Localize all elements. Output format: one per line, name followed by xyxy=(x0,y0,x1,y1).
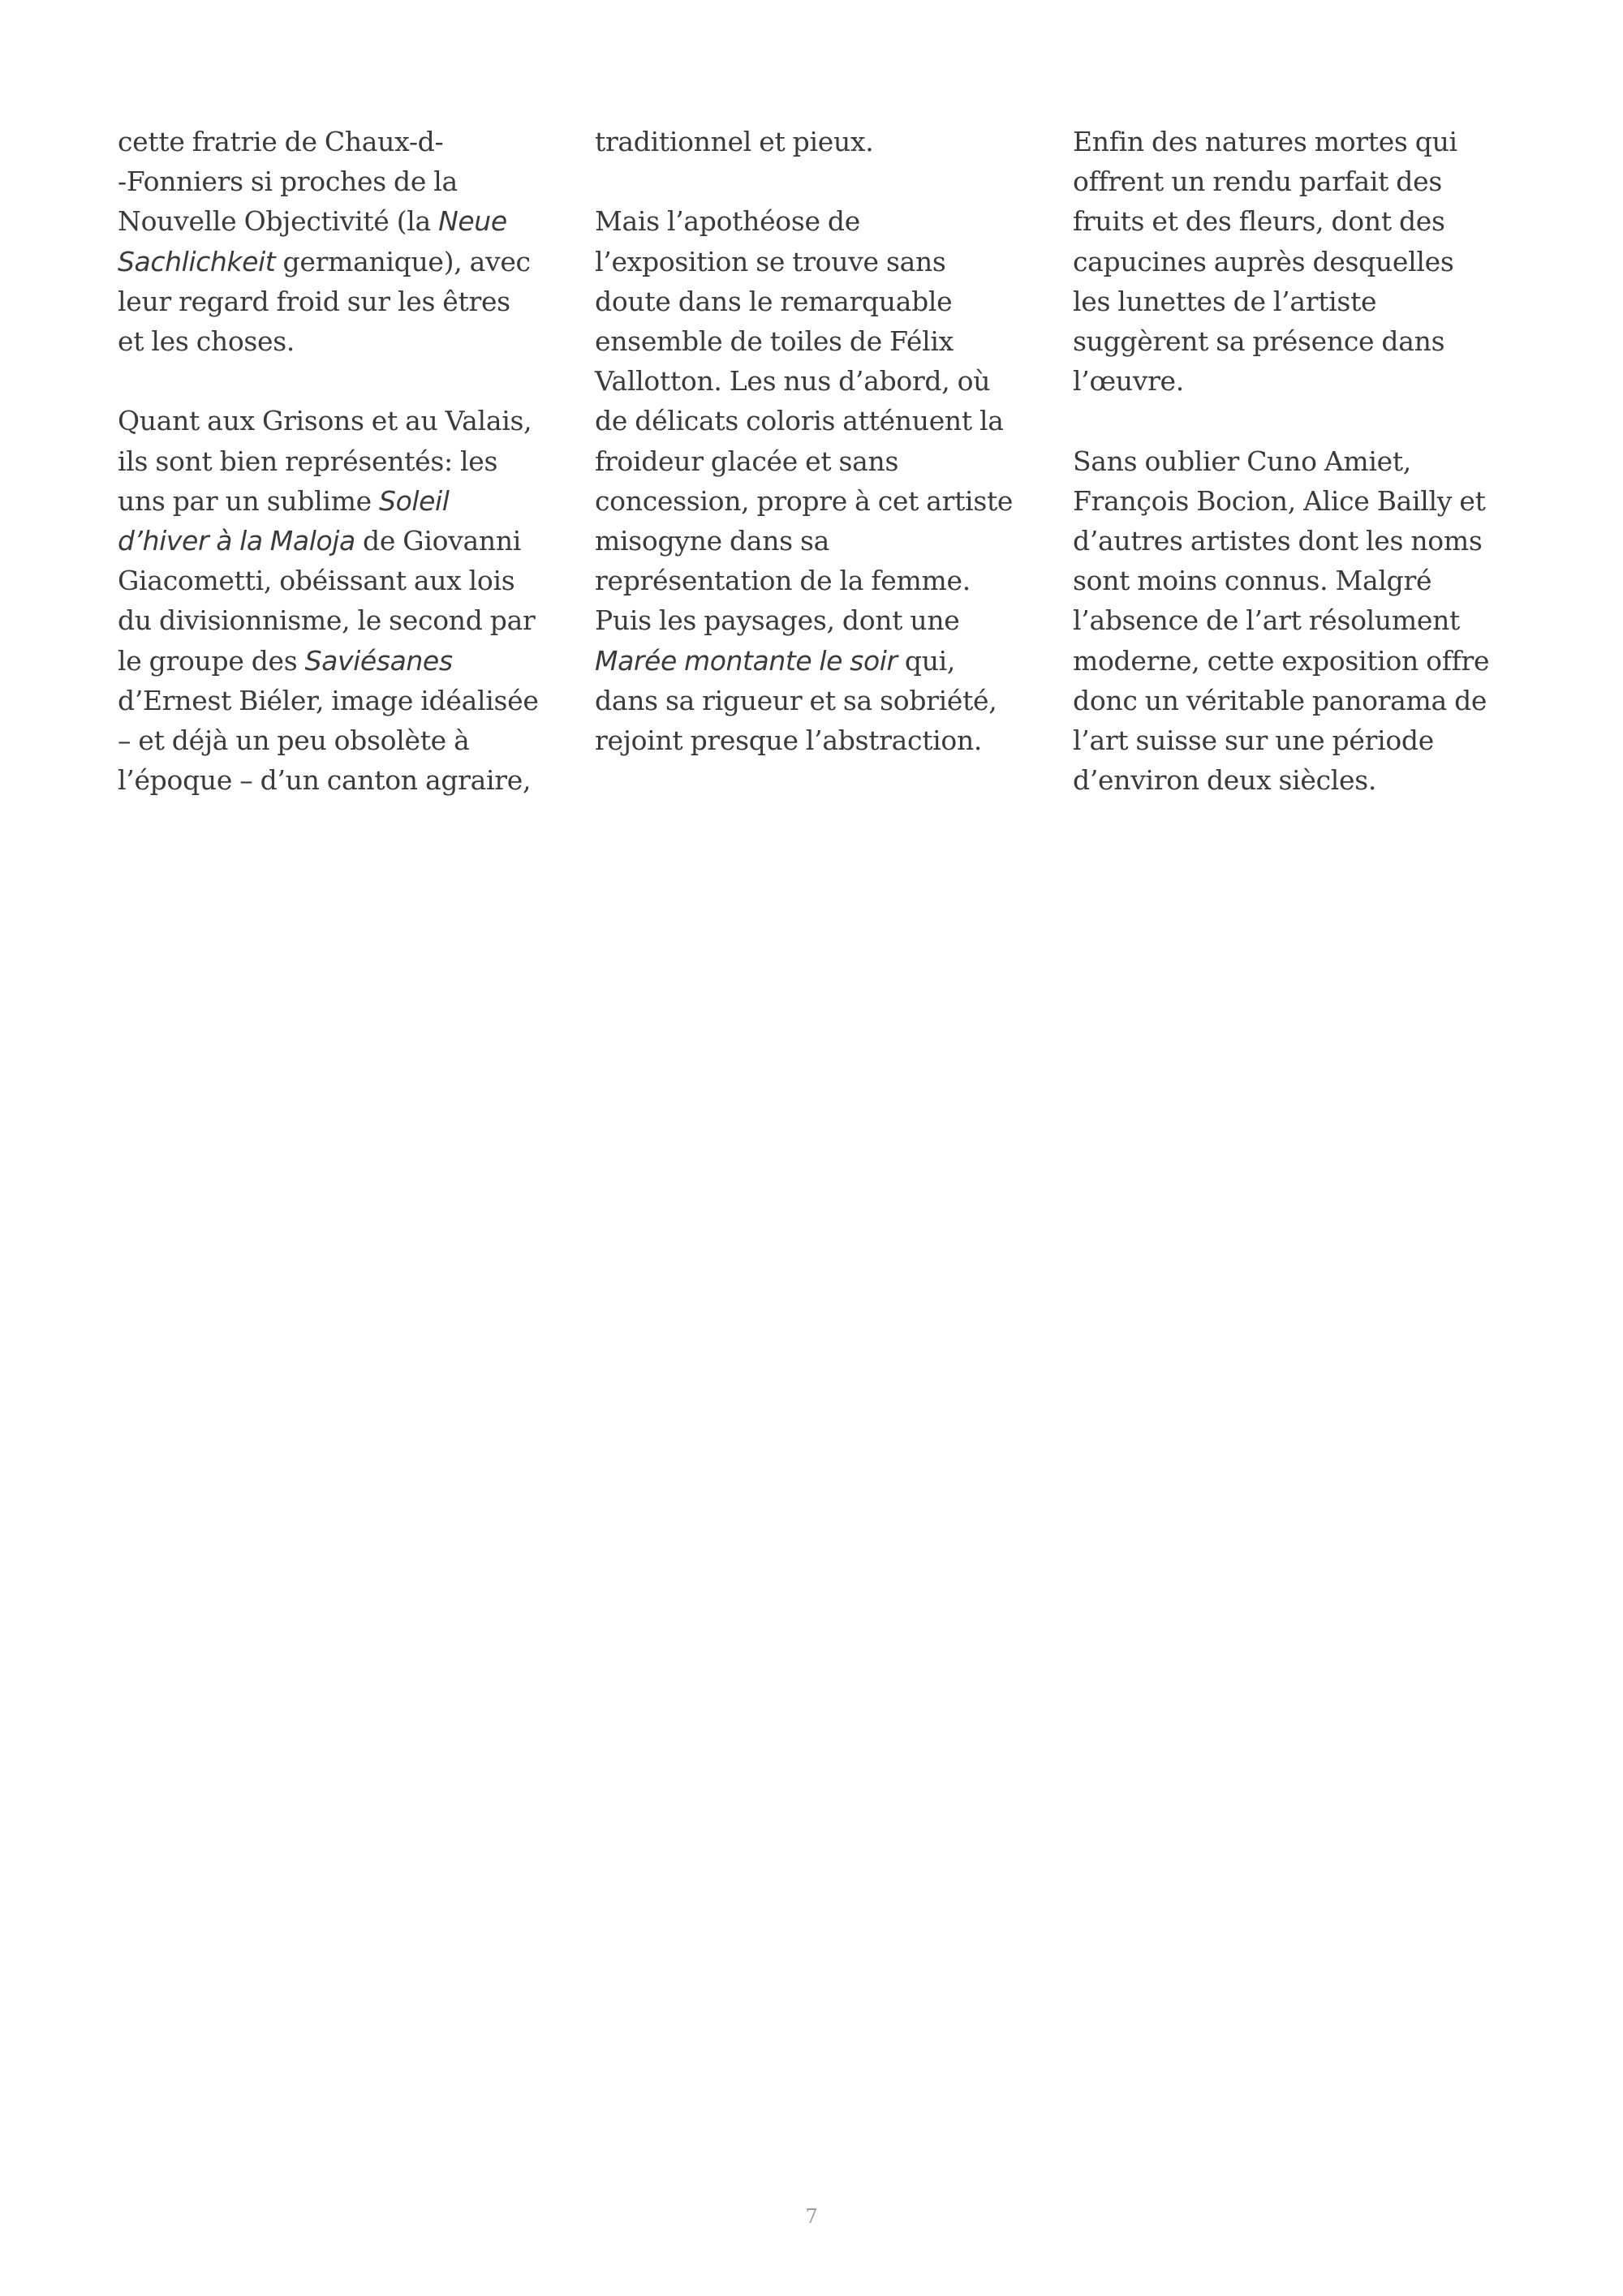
text-run: de délicats coloris atténuent la xyxy=(595,405,1004,437)
text-line xyxy=(118,122,576,161)
text-line xyxy=(118,521,576,561)
text-run: l’œuvre. xyxy=(1073,365,1184,398)
paragraph xyxy=(595,122,1053,161)
page-number: 7 xyxy=(805,2205,818,2228)
text-line xyxy=(118,401,576,441)
text-line xyxy=(1073,321,1531,361)
text-line xyxy=(1073,361,1531,401)
text-run: l’art suisse sur une période xyxy=(1073,724,1434,757)
paragraph xyxy=(1073,122,1531,401)
text-run: Sans oublier Cuno Amiet, xyxy=(1073,445,1411,477)
text-column-2 xyxy=(595,122,1053,800)
text-run: d’Ernest Biéler, image idéalisée xyxy=(118,684,539,716)
text-line xyxy=(595,600,1053,640)
text-line xyxy=(118,600,576,640)
text-column-3 xyxy=(1073,122,1531,841)
text-line xyxy=(595,361,1053,401)
text-run: François Bocion, Alice Bailly et xyxy=(1073,484,1486,517)
text-run: germanique), avec xyxy=(275,245,531,277)
text-run: d’autres artistes dont les noms xyxy=(1073,525,1483,557)
italic-title: Saviésanes xyxy=(304,644,453,677)
text-line xyxy=(118,481,576,521)
italic-title: Neue xyxy=(438,205,507,238)
text-run: du divisionnisme, le second par xyxy=(118,604,536,637)
text-line xyxy=(595,282,1053,321)
text-run: Mais l’apothéose de xyxy=(595,205,860,238)
text-line xyxy=(118,561,576,600)
italic-title: Marée montante le soir xyxy=(595,644,898,677)
text-line xyxy=(1073,242,1531,282)
paragraph xyxy=(1073,441,1531,801)
text-line xyxy=(595,681,1053,720)
text-line xyxy=(118,161,576,201)
text-line xyxy=(118,720,576,760)
text-run: cette fratrie de Chaux-d- xyxy=(118,126,444,157)
text-run: misogyne dans sa xyxy=(595,525,829,557)
text-run: de Giovanni xyxy=(355,525,522,557)
text-line xyxy=(1073,600,1531,640)
text-run: capucines auprès desquelles xyxy=(1073,245,1454,277)
text-run: Vallotton. Les nus d’abord, où xyxy=(595,365,991,398)
text-line xyxy=(595,521,1053,561)
italic-title: Sachlichkeit xyxy=(118,245,276,277)
text-run: et les choses. xyxy=(118,325,295,358)
text-run: -Fonniers si proches de la xyxy=(118,166,458,198)
text-line xyxy=(595,720,1053,760)
text-line xyxy=(118,282,576,321)
text-run: suggèrent sa présence dans xyxy=(1073,325,1445,358)
paragraph xyxy=(118,122,576,361)
text-run: moderne, cette exposition offre xyxy=(1073,644,1490,677)
text-line xyxy=(118,681,576,720)
text-line xyxy=(118,641,576,681)
text-run: fruits et des fleurs, dont des xyxy=(1073,205,1445,238)
text-line xyxy=(1073,641,1531,681)
text-run: représentation de la femme. xyxy=(595,565,971,597)
text-run: le groupe des xyxy=(118,644,305,677)
text-line xyxy=(1073,760,1531,800)
text-run: uns par un sublime xyxy=(118,484,380,517)
text-run: Quant aux Grisons et au Valais, xyxy=(118,405,532,437)
text-run: concession, propre à cet artiste xyxy=(595,484,1014,517)
text-line xyxy=(595,242,1053,282)
text-run: traditionnel et pieux. xyxy=(595,126,874,157)
text-line xyxy=(595,321,1053,361)
italic-title: Soleil xyxy=(379,484,450,517)
text-run: dans sa rigueur et sa sobriété, xyxy=(595,684,997,716)
paragraph xyxy=(118,401,576,800)
text-line xyxy=(1073,122,1531,161)
text-line xyxy=(118,201,576,241)
text-line xyxy=(1073,441,1531,481)
text-line xyxy=(1073,161,1531,201)
text-line xyxy=(1073,201,1531,241)
text-run: d’environ deux siècles. xyxy=(1073,764,1377,797)
text-run: ensemble de toiles de Félix xyxy=(595,325,954,357)
text-run: froideur glacée et sans xyxy=(595,445,899,477)
text-line xyxy=(595,561,1053,600)
text-line xyxy=(1073,282,1531,321)
text-run: offrent un rendu parfait des xyxy=(1073,166,1442,198)
text-run: rejoint presque l’abstraction. xyxy=(595,724,983,757)
text-run: Enfin des natures mortes qui xyxy=(1073,126,1457,157)
text-line xyxy=(118,242,576,282)
text-line xyxy=(1073,521,1531,561)
text-run: sont moins connus. Malgré xyxy=(1073,565,1432,597)
text-run: leur regard froid sur les êtres xyxy=(118,285,510,317)
text-line xyxy=(118,441,576,481)
text-run: Puis les paysages, dont une xyxy=(595,604,960,637)
text-run: doute dans le remarquable xyxy=(595,285,953,317)
text-run: l’absence de l’art résolument xyxy=(1073,604,1461,637)
text-run: l’époque – d’un canton agraire, xyxy=(118,764,532,797)
text-line xyxy=(595,441,1053,481)
text-run: Giacometti, obéissant aux lois xyxy=(118,565,515,597)
paragraph xyxy=(595,201,1053,760)
text-line xyxy=(1073,481,1531,521)
text-line xyxy=(1073,681,1531,720)
text-run: donc un véritable panorama de xyxy=(1073,684,1487,716)
text-line xyxy=(595,401,1053,441)
text-line xyxy=(595,481,1053,521)
text-line xyxy=(118,760,576,800)
text-column-1 xyxy=(118,122,576,841)
text-line xyxy=(595,641,1053,681)
text-run: les lunettes de l’artiste xyxy=(1073,285,1377,317)
italic-title: d’hiver à la Maloja xyxy=(118,525,355,557)
text-line xyxy=(595,201,1053,241)
text-line xyxy=(118,321,576,361)
text-run: ils sont bien représentés: les xyxy=(118,445,498,477)
text-line xyxy=(1073,720,1531,760)
text-line xyxy=(595,122,1053,161)
text-line xyxy=(1073,561,1531,600)
text-run: qui, xyxy=(897,644,956,677)
text-run: – et déjà un peu obsolète à xyxy=(118,724,470,757)
text-run: l’exposition se trouve sans xyxy=(595,245,946,277)
text-run: Nouvelle Objectivité (la xyxy=(118,205,439,238)
